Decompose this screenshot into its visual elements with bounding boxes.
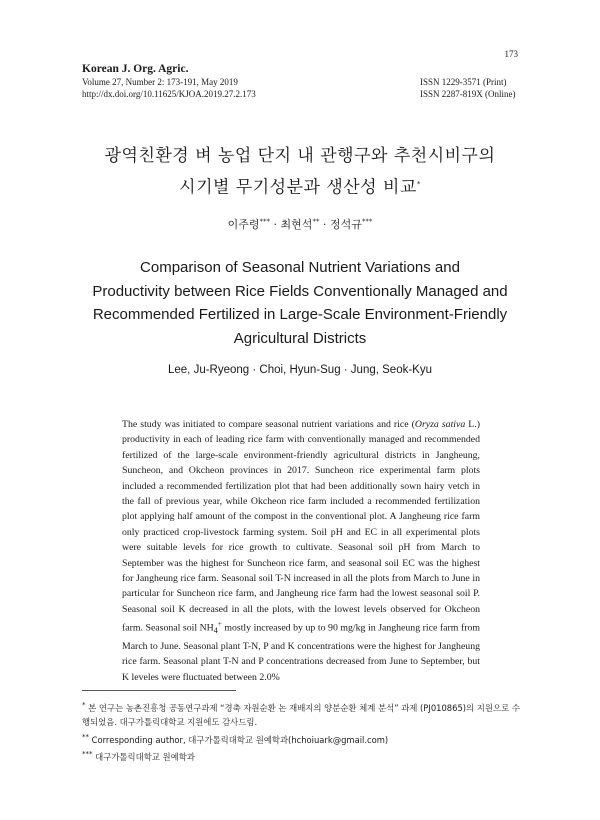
- author-2-mark: **: [312, 217, 320, 226]
- page-number: 173: [504, 49, 518, 59]
- author-2-ko: 최현석: [280, 218, 313, 231]
- issn-online: ISSN 2287-819X (Online): [420, 89, 516, 99]
- english-title-line2: Productivity between Rice Fields Conventionally Managed and: [92, 282, 508, 300]
- issn-block: [420, 76, 518, 100]
- english-authors: Lee, Ju-Ryeong · Choi, Hyun-Sug · Jung, Seok-Kyu: [168, 364, 432, 376]
- footnote-3: [82, 747, 522, 764]
- english-title-line4: Agricultural Districts: [233, 329, 367, 347]
- footnote-3-mark: ***: [82, 750, 93, 759]
- english-title: [0, 256, 600, 350]
- footnote-1: [82, 698, 522, 730]
- volume-info: Volume 27, Number 2: 173-191, May 2019: [82, 77, 238, 87]
- abstract-text-3: mostly increased by up to 90 mg/kg in Jangheung rice farm from March to June. Seasonal plant T-N, P and K concentrations were the highest for Jangheung rice farm. Seasonal plant T-N and P concentrations decreased from June to September, but K leveles were fluctuated between 2.0%: [122, 622, 480, 683]
- journal-name: Korean J. Org. Agric.: [82, 63, 189, 75]
- footnote-1-mark: *: [82, 701, 86, 709]
- title-footnote-mark: *: [416, 180, 421, 188]
- abstract-text-2: L.) productivity in each of leading rice farm with conventionally managed and recommended fertilized of the large-scale environment-friendly agricultural districts in Jangheung, Suncheon, and Okcheon provinces in 2017. Suncheon rice experimental farm plots included a recommended fertilization plot that had been additionally sown hairy vetch in the fall of previous year, while Okcheon rice farm included a recommended fertilization plot applying half amount of the compost in the conventional plot. A Jangheung rice farm only practiced crop-livestock farming system. Soil pH and EC in all experimental plots were suitable levels for rice growth to cultivate. Seasonal soil pH from March to September was the highest for Suncheon rice farm, and seasonal soil EC was the highest for Jangheung rice farm. Seasonal soil T-N increased in all the plots from March to June in particular for Suncheon rice farm, and Jangheung rice farm had the lowest seasonal soil P. Seasonal soil K decreased in all the plots, with the lowest levels observed for Okcheon farm. Seasonal soil NH: [122, 419, 480, 634]
- abstract: [122, 417, 480, 685]
- author-separator: ·: [270, 218, 281, 231]
- footnote-2-text: Corresponding author, 대구가톨릭대학교 원예학과(hchoiuark@gmail.com): [89, 734, 389, 745]
- footnote-3-text: 대구가톨릭대학교 원예학과: [92, 751, 195, 762]
- issn-print: ISSN 1229-3571 (Print): [420, 77, 507, 87]
- author-separator: ·: [319, 218, 330, 231]
- footnote-2: [82, 730, 522, 747]
- korean-title-line1: 광역친환경 벼 농업 단지 내 관행구와 추천시비구의: [104, 146, 496, 166]
- subscript: 4: [213, 626, 218, 636]
- korean-title-line2-text: 시기별 무기성분과 생산성 비교: [179, 177, 417, 198]
- author-3-mark: ***: [361, 217, 373, 226]
- footnote-1-text: 본 연구는 농촌진흥청 공동연구과제 “경축 자원순환 논 재배지의 양분순환 체계 분석” 과제 (PJ010865)의 지원으로 수행되었음. 대구가톨릭대학교 지원에도 감사드림.: [82, 702, 520, 728]
- doi-link[interactable]: http://dx.doi.org/10.11625/KJOA.2019.27.2.173: [82, 89, 256, 99]
- footnotes: [82, 698, 522, 764]
- korean-title: [0, 142, 600, 202]
- species-name: Oryza sativa: [414, 419, 466, 430]
- footnote-2-mark: **: [82, 732, 89, 741]
- author-3-ko: 정석규: [329, 218, 362, 231]
- journal-meta: [82, 62, 256, 100]
- english-title-line3: Recommended Fertilized in Large-Scale Environment-Friendly: [92, 306, 508, 323]
- superscript: +: [217, 620, 222, 629]
- korean-authors: [0, 216, 600, 232]
- footnote-divider: [82, 690, 236, 691]
- english-title-line1: Comparison of Seasonal Nutrient Variations and: [140, 259, 460, 276]
- abstract-text-1: The study was initiated to compare seasonal nutrient variations and rice (: [122, 419, 415, 430]
- author-1-mark: ***: [259, 217, 271, 226]
- author-1-ko: 이주령: [227, 218, 260, 231]
- korean-title-line2: [0, 170, 600, 202]
